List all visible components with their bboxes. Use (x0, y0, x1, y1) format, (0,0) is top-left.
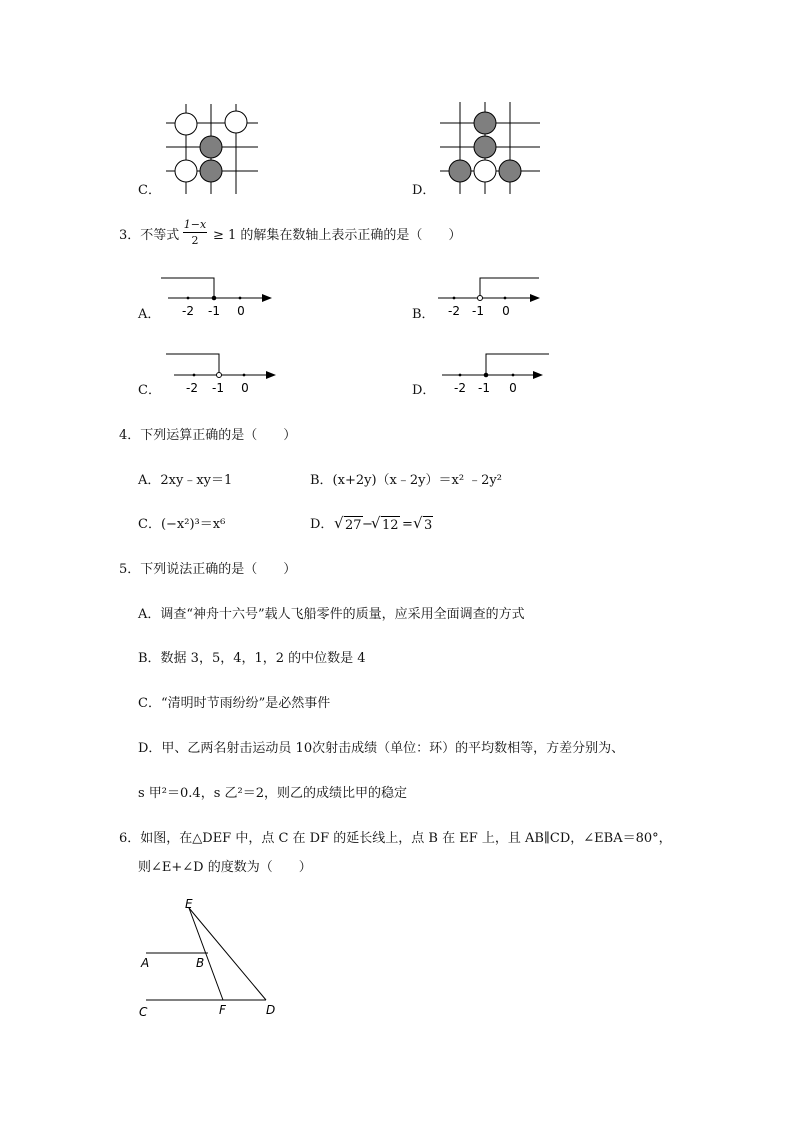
q4-option-d-label: D． (310, 517, 334, 532)
q4-option-a[interactable]: A．2xy﹣xy＝1 (138, 473, 233, 488)
tick-dot (243, 374, 246, 377)
solid-point (484, 373, 489, 378)
tick-dot (193, 374, 196, 377)
q4-option-b[interactable]: B．(x+2y)（x﹣2y）＝x² ﹣2y² (310, 473, 502, 488)
white-stone (474, 160, 496, 182)
q5-option-b[interactable]: B．数据 3，5，4，1，2 的中位数是 4 (138, 651, 366, 666)
q2-option-d-figure (436, 96, 546, 196)
tick-dot (453, 297, 456, 300)
hollow-point (217, 373, 222, 378)
tick-dot (239, 297, 242, 300)
radical-sign: √ (334, 514, 344, 532)
black-stone (200, 160, 222, 182)
hollow-point (478, 296, 483, 301)
q5-option-d-line-1[interactable]: D．甲、乙两名射击运动员 10次射击成绩（单位：环）的平均数相等，方差分别为、 (138, 741, 625, 756)
tick-label: -2 (186, 381, 198, 395)
q3-stem-tail: ≥ 1 的解集在数轴上表示正确的是（ ） (213, 228, 462, 243)
q3-fraction (181, 218, 209, 247)
black-stone (449, 160, 471, 182)
q4-option-d-minus: − (362, 517, 373, 532)
q2-option-d-label: D． (412, 183, 436, 198)
white-stone (175, 113, 197, 135)
black-stone (474, 136, 496, 158)
q3-stem-lead: 3．不等式 (119, 228, 180, 243)
q2-option-d[interactable] (412, 96, 552, 200)
point-label-b: B (196, 956, 205, 970)
q5-option-c[interactable]: C．“清明时节雨纷纷”是必然事件 (138, 696, 331, 711)
q6-geometry-figure (130, 896, 290, 1021)
q3-option-a-numberline (138, 272, 288, 324)
point-label-a: A (141, 956, 150, 970)
q5-stem: 5．下列说法正确的是（ ） (119, 562, 297, 577)
q3-fraction-numerator: 1−x (183, 218, 207, 231)
q3-option-b-numberline (412, 272, 562, 324)
black-stone (499, 160, 521, 182)
q2-option-c[interactable] (138, 96, 278, 200)
q2-option-c-figure (162, 96, 262, 196)
tick-label: 0 (502, 304, 510, 318)
q4-option-d-radicand-3: 3 (424, 518, 433, 533)
q4-option-d-radicand-2: 12 (382, 518, 399, 533)
tick-label: -2 (448, 304, 460, 318)
tick-label: -1 (472, 304, 484, 318)
tick-dot (187, 297, 190, 300)
q4-option-c[interactable]: C．(−x²)³＝x⁶ (138, 517, 226, 532)
q3-option-a-label: A． (138, 307, 161, 322)
solid-point (212, 296, 217, 301)
q3-option-d-label: D． (412, 383, 436, 398)
q6-stem-line-1: 6．如图，在△DEF 中，点 C 在 DF 的延长线上，点 B 在 EF 上，且 AB∥CD，∠EBA＝80°， (119, 831, 672, 846)
tick-label: -1 (208, 304, 220, 318)
q3-option-c-label: C． (138, 383, 161, 398)
q3-option-a[interactable] (138, 272, 288, 324)
point-label-d: D (266, 1003, 276, 1017)
tick-label: 0 (241, 381, 249, 395)
q4-stem: 4．下列运算正确的是（ ） (119, 428, 297, 443)
tick-dot (459, 374, 462, 377)
radical-sign: √ (371, 514, 381, 532)
tick-dot (504, 297, 507, 300)
q3-option-d[interactable] (412, 350, 562, 402)
q2-option-c-label: C． (138, 183, 161, 198)
q4-option-d-radicand-1: 27 (345, 518, 362, 533)
tick-label: -2 (182, 304, 194, 318)
tick-label: -1 (478, 381, 490, 395)
q6-stem-line-2: 则∠E+∠D 的度数为（ ） (138, 860, 312, 875)
q3-fraction-denominator: 2 (191, 234, 199, 247)
q3-option-c[interactable] (138, 350, 288, 402)
black-stone (474, 112, 496, 134)
q3-option-b[interactable] (412, 272, 562, 324)
point-label-c: C (139, 1005, 148, 1019)
radical-sign: √ (413, 514, 423, 532)
point-label-f: F (219, 1003, 226, 1017)
tick-label: -1 (212, 381, 224, 395)
tick-label: 0 (237, 304, 245, 318)
q5-option-a[interactable]: A．调查“神舟十六号”载人飞船零件的质量，应采用全面调查的方式 (138, 607, 525, 622)
q3-option-d-numberline (412, 350, 562, 402)
white-stone (175, 160, 197, 182)
q3-fraction-bar (183, 232, 207, 233)
point-label-e: E (185, 897, 193, 911)
segment-ed (189, 908, 266, 1000)
black-stone (200, 136, 222, 158)
segment-ef (189, 908, 223, 1000)
q4-option-d-equals: = (402, 517, 413, 532)
white-stone (225, 111, 247, 133)
tick-label: -2 (454, 381, 466, 395)
q3-option-b-label: B． (412, 307, 435, 322)
q3-option-c-numberline (138, 350, 288, 402)
q5-option-d-line-2: s 甲²＝0.4，s 乙²＝2，则乙的成绩比甲的稳定 (138, 786, 407, 801)
tick-label: 0 (509, 381, 517, 395)
tick-dot (512, 374, 515, 377)
